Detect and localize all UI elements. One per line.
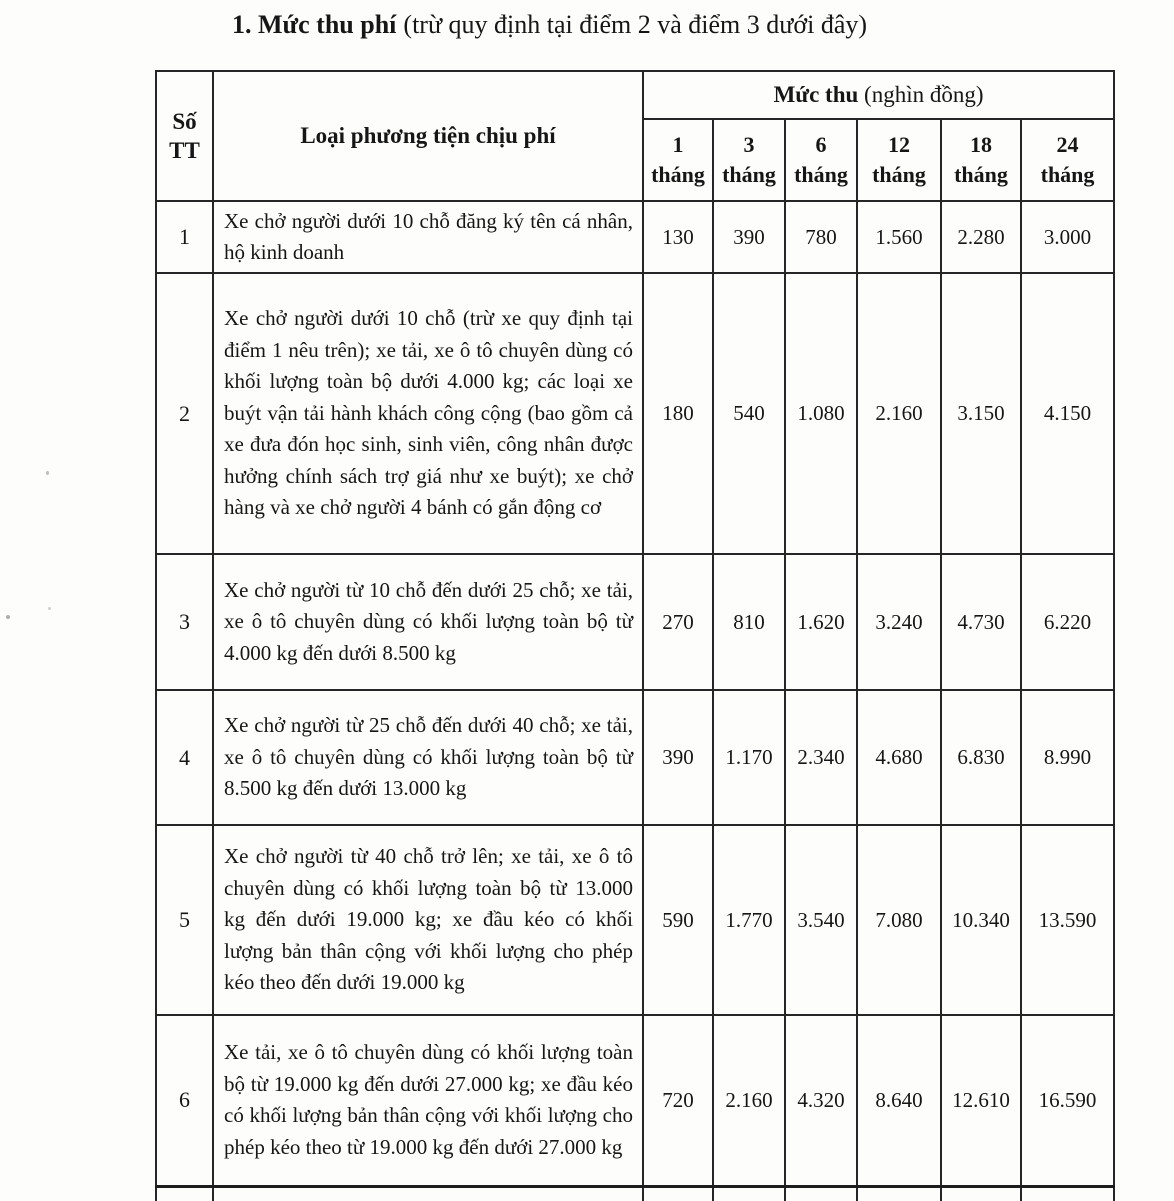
fee-value: 3.240 [857,554,941,690]
fee-value: 1.560 [857,201,941,273]
col-header-3-month [713,119,785,201]
col-header-18-month [941,119,1021,201]
fee-value: 7.080 [857,825,941,1015]
fee-value: 3.150 [941,273,1021,554]
fee-value: 2.280 [941,201,1021,273]
fee-group-label: Mức thu [773,82,859,107]
fee-value: 13.590 [1021,825,1114,1015]
fee-value: 8.640 [857,1015,941,1186]
fee-value: 10.340 [941,825,1021,1015]
fee-value: 540 [713,273,785,554]
vehicle-description: Xe chở người từ 10 chỗ đến dưới 25 chỗ; xe tải, xe ô tô chuyên dùng có khối lượng toàn bộ từ 4.000 kg đến dưới 8.500 kg [213,554,643,690]
table-row [156,1015,1114,1186]
section-title [232,10,867,40]
vehicle-description: Xe chở người từ 40 chỗ trở lên; xe tải, xe ô tô chuyên dùng có khối lượng toàn bộ từ 13.000 kg đến dưới 19.000 kg; xe đầu kéo có khối lượng bản thân cộng với khối lượng cho phép kéo theo đến dưới 19.000 kg [213,825,643,1015]
fee-value: 780 [785,201,857,273]
col-header-6-month [785,119,857,201]
row-number: 5 [156,825,213,1015]
table-body [156,201,1114,1201]
col-header-fee-group [643,71,1114,119]
fee-value: 16.590 [1021,1015,1114,1186]
vehicle-description: Xe chở người từ 25 chỗ đến dưới 40 chỗ; xe tải, xe ô tô chuyên dùng có khối lượng toàn bộ từ 8.500 kg đến dưới 13.000 kg [213,690,643,825]
period-unit: tháng [954,162,1008,187]
fee-value: 1.770 [713,825,785,1015]
fee-value: 8.990 [1021,690,1114,825]
period-unit: tháng [1040,162,1095,187]
table-header [156,71,1114,201]
fee-value: 1.080 [785,273,857,554]
fee-value: 4.320 [785,1015,857,1186]
vehicle-description: Xe tải, xe ô tô chuyên dùng có khối lượng toàn bộ từ 19.000 kg đến dưới 27.000 kg; xe đầu kéo có khối lượng bản thân cộng với khối lượng cho phép kéo theo từ 19.000 kg đến dưới 27.000 kg [213,1015,643,1186]
period-unit: tháng [722,162,776,187]
col-header-12-month [857,119,941,201]
fee-value: 6.830 [941,690,1021,825]
row-number: 2 [156,273,213,554]
fee-value: 4.150 [1021,273,1114,554]
table-row [156,273,1114,554]
col-header-vehicle-type: Loại phương tiện chịu phí [213,71,643,201]
fee-value: 590 [643,825,713,1015]
table-row [156,201,1114,273]
fee-value: 6.220 [1021,554,1114,690]
scan-artifact [6,615,10,619]
fee-value: 3.000 [1021,201,1114,273]
fee-value: 180 [643,273,713,554]
row-number: 4 [156,690,213,825]
period-number: 6 [815,132,827,157]
table-row-cutoff [156,1186,1114,1201]
row-number: 3 [156,554,213,690]
fee-group-unit: (nghìn đồng) [864,82,984,107]
fee-value: 810 [713,554,785,690]
col-header-stt-line1: Số [172,109,197,134]
col-header-stt [156,71,213,201]
period-number: 18 [970,132,992,157]
fee-value: 3.540 [785,825,857,1015]
fee-value: 12.610 [941,1015,1021,1186]
period-unit: tháng [651,162,705,187]
period-unit: tháng [794,162,848,187]
section-title-note: (trừ quy định tại điểm 2 và điểm 3 dưới đây) [403,10,868,39]
fee-value: 4.730 [941,554,1021,690]
table-row [156,690,1114,825]
fee-table [155,70,1115,1201]
fee-value: 4.680 [857,690,941,825]
fee-value: 130 [643,201,713,273]
vehicle-description: Xe chở người dưới 10 chỗ đăng ký tên cá nhân, hộ kinh doanh [213,201,643,273]
table-header-row-top [156,71,1114,119]
table-row [156,554,1114,690]
col-header-1-month [643,119,713,201]
period-number: 1 [672,132,684,157]
vehicle-description: Xe chở người dưới 10 chỗ (trừ xe quy định tại điểm 1 nêu trên); xe tải, xe ô tô chuyên dùng có khối lượng toàn bộ dưới 4.000 kg; các loại xe buýt vận tải hành khách công cộng (bao gồm cả xe đưa đón học sinh, sinh viên, công nhân được hưởng chính sách trợ giá như xe buýt); xe chở hàng và xe chở người 4 bánh có gắn động cơ [213,273,643,554]
fee-value: 270 [643,554,713,690]
fee-value: 2.160 [713,1015,785,1186]
period-unit: tháng [872,162,926,187]
scan-artifact [46,471,49,475]
fee-value: 390 [643,690,713,825]
table-row [156,825,1114,1015]
fee-value: 720 [643,1015,713,1186]
col-header-stt-line2: TT [169,138,200,163]
fee-value: 1.620 [785,554,857,690]
row-number: 6 [156,1015,213,1186]
fee-value: 1.170 [713,690,785,825]
scan-artifact [48,607,51,610]
col-header-24-month [1021,119,1114,201]
section-title-number: 1. Mức thu phí [232,10,397,39]
fee-value: 2.340 [785,690,857,825]
row-number: 1 [156,201,213,273]
period-number: 3 [743,132,755,157]
fee-value: 2.160 [857,273,941,554]
period-number: 12 [888,132,910,157]
period-number: 24 [1056,132,1079,157]
fee-value: 390 [713,201,785,273]
